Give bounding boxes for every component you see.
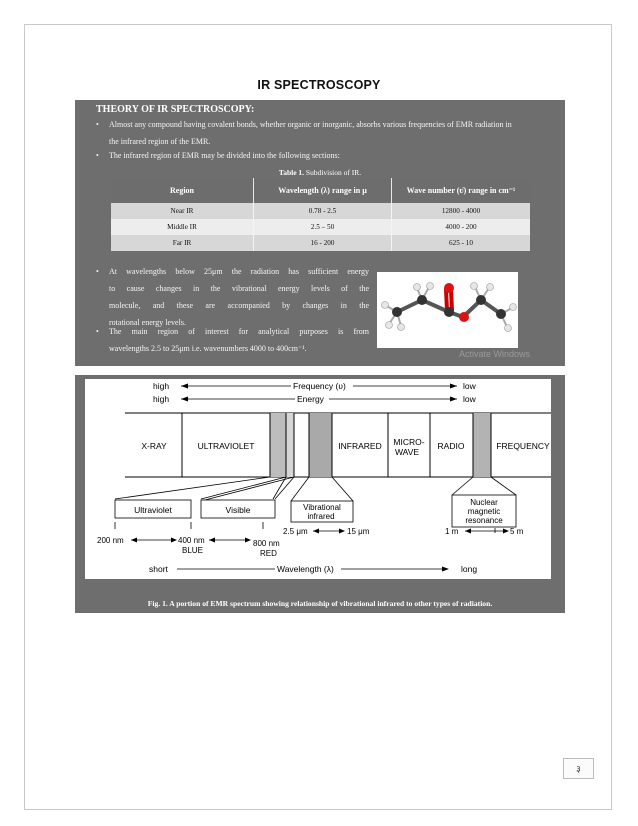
box-nmr-label-1: Nuclear xyxy=(470,498,498,507)
bullet-dot: • xyxy=(96,151,99,160)
ir-subdivision-table xyxy=(111,178,530,251)
arrowhead-icon xyxy=(181,384,188,389)
box-ultraviolet-label: Ultraviolet xyxy=(134,505,172,515)
vibrational-ir-projection xyxy=(291,477,353,501)
arrowhead-icon xyxy=(450,397,457,402)
arrowhead-icon xyxy=(181,397,188,402)
band-frequency-label: FREQUENCY xyxy=(496,441,550,451)
bullet-dot: • xyxy=(96,327,99,336)
emr-figure-slide xyxy=(75,375,565,613)
box-visible-label: Visible xyxy=(225,505,251,515)
band-radio-label: RADIO xyxy=(437,441,465,451)
figure-caption: Fig. 1. A portion of EMR spectrum showing relationship of vibrational infrared to other types of radiation. xyxy=(147,599,493,608)
table-caption-label: Table 1. xyxy=(278,168,305,177)
bullet4-line: The main region of interest for analytical purposes is from xyxy=(109,327,369,336)
bullet-dot: • xyxy=(96,267,99,276)
col-header-wavelength: Wavelength (λ) range in μ xyxy=(254,178,392,203)
label-15um: 15 μm xyxy=(347,527,370,536)
page-number-box xyxy=(563,758,594,779)
arrowhead-icon xyxy=(313,529,319,534)
bullet-analytical-region xyxy=(96,323,369,357)
table-cell: Far IR xyxy=(111,235,254,251)
label-5m: 5 m xyxy=(510,527,524,536)
bullet3-line: rotational energy levels. xyxy=(109,318,186,327)
band-microwave-label-2: WAVE xyxy=(394,447,420,457)
table-header-row xyxy=(111,178,530,203)
label-400nm: 400 nm xyxy=(178,536,205,545)
table-cell: 0.78 - 2.5 xyxy=(254,203,392,219)
label-200nm: 200 nm xyxy=(97,536,124,545)
arrowhead-icon xyxy=(503,529,509,534)
label-1m: 1 m xyxy=(445,527,459,536)
table-row xyxy=(111,203,530,219)
arrowhead-icon xyxy=(131,538,137,543)
table-cell: 16 - 200 xyxy=(254,235,392,251)
arrowhead-icon xyxy=(171,538,177,543)
arrowhead-icon xyxy=(465,529,471,534)
table-cell: Near IR xyxy=(111,203,254,219)
band-infrared-label: INFRARED xyxy=(338,441,382,451)
nmr-projection xyxy=(452,477,516,495)
box-nmr-label-2: magnetic xyxy=(467,507,501,516)
arrowhead-icon xyxy=(339,529,345,534)
bullet2-text: The infrared region of EMR may be divided into the following sections: xyxy=(109,151,340,160)
label-high-energy: high xyxy=(153,394,170,404)
box-vibrational-label-2: infrared xyxy=(307,512,335,521)
bullet-dot: • xyxy=(96,120,99,129)
table-caption-text: Subdivision of IR. xyxy=(304,168,362,177)
arrowhead-icon xyxy=(442,567,449,572)
molecule-ball-stick-icon xyxy=(377,272,518,348)
energy-label: Energy xyxy=(297,394,324,404)
table-cell: 2.5 – 50 xyxy=(254,219,392,235)
molecule-image xyxy=(377,272,518,348)
theory-slide xyxy=(75,100,565,366)
bullet3-line: to cause changes in the vibrational energy levels of the xyxy=(109,284,369,293)
box-vibrational-label-1: Vibrational xyxy=(303,503,341,512)
table-cell: 625 - 10 xyxy=(392,235,531,251)
shaded-strip xyxy=(286,413,294,477)
arrowhead-icon xyxy=(450,384,457,389)
label-2-5um: 2.5 μm xyxy=(283,527,308,536)
bullet3-line: At wavelengths below 25μm the radiation has sufficient energy xyxy=(109,267,369,276)
label-800nm: 800 nm xyxy=(253,539,280,548)
col-header-wavenumber: Wave number (ʋ̄) range in cm⁻¹ xyxy=(392,178,531,203)
band-microwave-label-1: MICRO- xyxy=(393,437,425,447)
table-cell: Middle IR xyxy=(111,219,254,235)
activate-windows-watermark: Activate Windows xyxy=(459,349,531,359)
arrowhead-icon xyxy=(245,538,251,543)
uv-visible-projection xyxy=(115,477,294,501)
emr-spectrum-diagram xyxy=(85,379,551,579)
bullet4-line: wavelengths 2.5 to 25μm i.e. wavenumbers 4000 to 400cm⁻¹. xyxy=(109,344,307,353)
arrowhead-icon xyxy=(209,538,215,543)
label-short: short xyxy=(149,564,168,574)
table-cell: 12800 - 4000 xyxy=(392,203,531,219)
band-ultraviolet-label: ULTRAVIOLET xyxy=(197,441,255,451)
label-blue: BLUE xyxy=(182,546,203,555)
table-row xyxy=(111,219,530,235)
label-low-frequency: low xyxy=(463,381,476,391)
label-low-energy: low xyxy=(463,394,476,404)
label-red: RED xyxy=(260,549,277,558)
table-cell: 4000 - 200 xyxy=(392,219,531,235)
bullet3-line: molecule, and these are accompanied by changes in the xyxy=(109,301,369,310)
theory-heading: THEORY OF IR SPECTROSCOPY: xyxy=(96,104,255,115)
label-long: long xyxy=(461,564,478,574)
page-title: IR SPECTROSCOPY xyxy=(257,78,381,92)
table-row xyxy=(111,235,530,251)
box-nmr-label-3: resonance xyxy=(465,516,503,525)
shaded-vibrational-ir-strip xyxy=(309,413,332,477)
label-high-frequency: high xyxy=(153,381,170,391)
frequency-label: Frequency (ʋ) xyxy=(293,381,346,391)
table-caption xyxy=(75,168,565,177)
bullet1-line2: the infrared region of the EMR. xyxy=(109,137,211,146)
page-number: ३ xyxy=(576,764,581,774)
emr-spectrum-figure xyxy=(85,379,551,579)
bullet-ir-sections xyxy=(96,147,559,164)
band-xray-label: X-RAY xyxy=(141,441,167,451)
wavelength-label: Wavelength (λ) xyxy=(277,564,334,574)
shaded-nmr-strip xyxy=(473,413,491,477)
bullet-energy-levels xyxy=(96,263,369,331)
col-header-region: Region xyxy=(111,178,254,203)
shaded-visible-strip xyxy=(270,413,286,477)
bullet1-line1: Almost any compound having covalent bonds, whether organic or inorganic, absorbs various frequencies of EMR radiation in xyxy=(109,120,512,129)
bullet-covalent-bonds xyxy=(96,116,559,150)
